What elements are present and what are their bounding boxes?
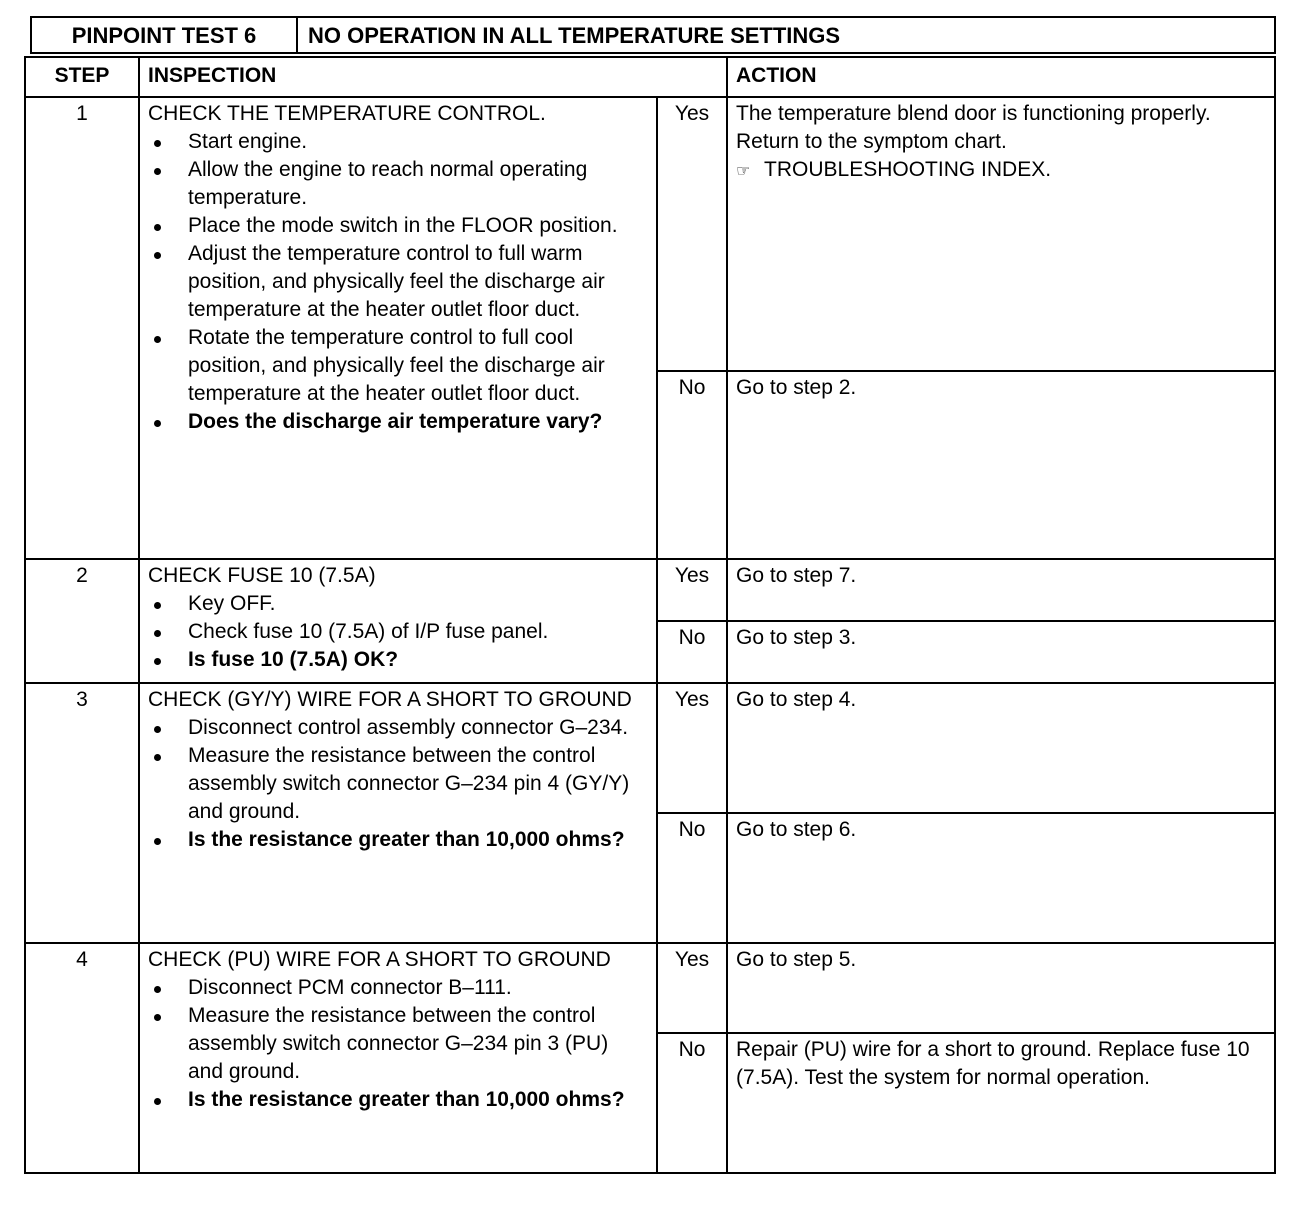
diagnostic-table — [24, 56, 1276, 1174]
step-question: Does the discharge air temperature vary? — [148, 408, 648, 436]
inspection-column-header: INSPECTION — [139, 57, 727, 97]
step-1-yes-row — [25, 97, 1275, 371]
yes-answer: Yes — [657, 943, 727, 1033]
step-1-inspection — [139, 97, 657, 559]
step-bullet: Key OFF. — [148, 590, 648, 618]
reference-line — [736, 156, 1266, 186]
action-column-header: ACTION — [727, 57, 1275, 97]
step-number: 4 — [25, 943, 139, 1173]
yes-action: Go to step 5. — [727, 943, 1275, 1033]
yes-action: Go to step 4. — [727, 683, 1275, 813]
step-bullet: Measure the resistance between the control assembly switch connector G–234 pin 4 (GY/Y) and ground. — [148, 742, 648, 826]
step-bullet: Adjust the temperature control to full warm position, and physically feel the discharge air temperature at the heater outlet floor duct. — [148, 240, 648, 324]
step-question: Is the resistance greater than 10,000 ohms? — [148, 826, 648, 854]
yes-action — [727, 97, 1275, 371]
yes-answer: Yes — [657, 559, 727, 621]
step-question: Is the resistance greater than 10,000 ohms? — [148, 1086, 648, 1114]
no-answer: No — [657, 371, 727, 559]
step-bullet: Rotate the temperature control to full cool position, and physically feel the discharge air temperature at the heater outlet floor duct. — [148, 324, 648, 408]
step-question: Is fuse 10 (7.5A) OK? — [148, 646, 648, 674]
step-bullet: Place the mode switch in the FLOOR position. — [148, 212, 648, 240]
reference-link[interactable]: TROUBLESHOOTING INDEX. — [764, 158, 1052, 181]
no-answer: No — [657, 621, 727, 683]
step-bullet: Start engine. — [148, 128, 648, 156]
step-4-inspection — [139, 943, 657, 1173]
step-bullet: Disconnect control assembly connector G–234. — [148, 714, 648, 742]
step-bullet-list — [148, 714, 648, 854]
step-bullet: Allow the engine to reach normal operating temperature. — [148, 156, 648, 212]
step-heading: CHECK (PU) WIRE FOR A SHORT TO GROUND — [148, 948, 611, 971]
pointing-hand-icon: ☞ — [736, 163, 751, 180]
yes-answer: Yes — [657, 683, 727, 813]
step-number: 2 — [25, 559, 139, 683]
no-action: Go to step 2. — [727, 371, 1275, 559]
no-answer: No — [657, 1033, 727, 1173]
yes-action-text: The temperature blend door is functioning properly. Return to the symptom chart. — [736, 102, 1211, 153]
test-label: PINPOINT TEST 6 — [30, 16, 298, 54]
step-2-yes-row — [25, 559, 1275, 621]
no-answer: No — [657, 813, 727, 943]
test-title-bar — [30, 16, 1276, 56]
step-heading: CHECK (GY/Y) WIRE FOR A SHORT TO GROUND — [148, 688, 632, 711]
step-column-header: STEP — [25, 57, 139, 97]
step-bullet: Measure the resistance between the control assembly switch connector G–234 pin 3 (PU) and ground. — [148, 1002, 648, 1086]
step-heading: CHECK THE TEMPERATURE CONTROL. — [148, 102, 546, 125]
step-heading: CHECK FUSE 10 (7.5A) — [148, 564, 376, 587]
step-number: 3 — [25, 683, 139, 943]
step-bullet-list — [148, 974, 648, 1114]
step-4-yes-row — [25, 943, 1275, 1033]
step-bullet-list — [148, 590, 648, 674]
no-action: Go to step 6. — [727, 813, 1275, 943]
yes-answer: Yes — [657, 97, 727, 371]
header-row — [25, 57, 1275, 97]
step-bullet-list — [148, 128, 648, 436]
no-action: Repair (PU) wire for a short to ground. Replace fuse 10 (7.5A). Test the system for normal operation. — [727, 1033, 1275, 1173]
no-action: Go to step 3. — [727, 621, 1275, 683]
step-bullet: Disconnect PCM connector B–111. — [148, 974, 648, 1002]
yes-action: Go to step 7. — [727, 559, 1275, 621]
step-2-inspection — [139, 559, 657, 683]
test-title: NO OPERATION IN ALL TEMPERATURE SETTINGS — [296, 16, 1276, 54]
step-3-yes-row — [25, 683, 1275, 813]
step-number: 1 — [25, 97, 139, 559]
step-3-inspection — [139, 683, 657, 943]
step-bullet: Check fuse 10 (7.5A) of I/P fuse panel. — [148, 618, 648, 646]
